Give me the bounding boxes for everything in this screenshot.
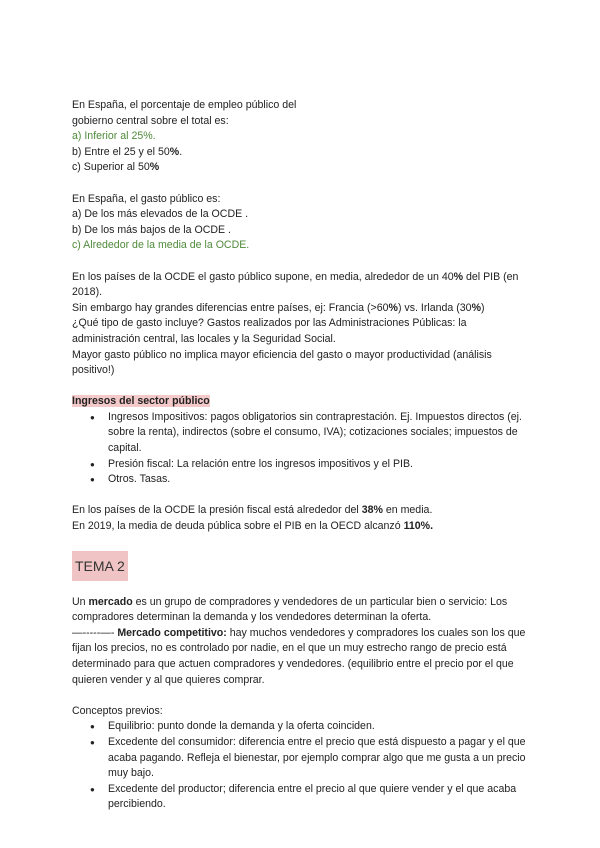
- section-title-tema: TEMA 2: [72, 551, 128, 581]
- question-line: gobierno central sobre el total es:: [72, 114, 229, 127]
- ingresos-section: [72, 394, 532, 488]
- deuda-line: [72, 519, 532, 535]
- mercado-paragraph: [72, 595, 532, 689]
- dash: —-----—-: [72, 626, 118, 639]
- mercado-definition: [72, 595, 532, 626]
- spacer: [72, 581, 532, 595]
- answer-c: [72, 160, 532, 176]
- spacer: [72, 176, 532, 192]
- term: Mercado competitivo:: [117, 626, 227, 639]
- text: Un: [72, 595, 89, 608]
- ingresos-heading-text: Ingresos del sector público: [72, 395, 210, 408]
- text: ): [480, 301, 485, 314]
- ingresos-list: [72, 410, 532, 488]
- percent: %: [453, 270, 464, 283]
- document-content: [72, 98, 532, 813]
- answer-b-text: b) Entre el 25 y el 50: [72, 145, 170, 158]
- list-item: ● Otros. Tasas.: [72, 472, 532, 488]
- presion-paragraph: [72, 503, 532, 534]
- gasto-line-diferencias: [72, 301, 532, 317]
- question-gasto-publico: [72, 192, 532, 254]
- conceptos-section: [72, 704, 532, 813]
- question-empleo-publico: [72, 98, 532, 176]
- gasto-paragraph: [72, 270, 532, 379]
- text: En los países de la OCDE la presión fiscal está alrededor del: [72, 504, 362, 517]
- spacer: [72, 688, 532, 704]
- spacer: [72, 254, 532, 270]
- text: en media.: [382, 504, 433, 517]
- list-item: ● Presión fiscal: La relación entre los ingresos impositivos y el PIB.: [72, 457, 532, 473]
- spacer: [72, 488, 532, 504]
- gasto-line-tipo: ¿Qué tipo de gasto incluye? Gastos realizados por las Administraciones Públicas: la administración central, las locales y la Seguridad Social.: [72, 317, 467, 345]
- text: En los países de la OCDE el gasto público supone, en media, alrededor de un 40: [72, 270, 454, 283]
- mercado-competitivo-definition: [72, 626, 532, 688]
- answer-b-percent: %: [169, 145, 180, 158]
- percent: %: [471, 301, 481, 314]
- spacer: [72, 379, 532, 395]
- spacer: [72, 535, 532, 551]
- text: es un grupo de compradores y vendedores de un particular bien o servicio: Los compradores determinan la demanda y los vendedores determinan la oferta.: [72, 595, 508, 624]
- answer-a-correct: a) Inferior al 25%.: [72, 130, 156, 143]
- answer-c-correct: c) Alrededor de la media de la OCDE.: [72, 239, 250, 252]
- text: En 2019, la media de deuda pública sobre el PIB en la OECD alcanzó: [72, 520, 404, 533]
- gasto-line-eficiencia: Mayor gasto público no implica mayor eficiencia del gasto o mayor productividad (análisis positivo!): [72, 348, 492, 377]
- answer-c-percent: %: [149, 161, 160, 174]
- text: ) vs. Irlanda (30: [397, 301, 472, 314]
- conceptos-heading: Conceptos previos:: [72, 704, 163, 717]
- answer-c-text: c) Superior al 50: [72, 161, 150, 174]
- answer-b: [72, 145, 532, 161]
- question-line: En España, el gasto público es:: [72, 192, 221, 205]
- conceptos-list: [72, 719, 532, 813]
- percent: %: [388, 301, 398, 314]
- presion-line: [72, 503, 532, 519]
- text: hay muchos vendedores y compradores los cuales son los que fijan los precios, no es controlado por nadie, en el que un muy estrecho rango de precio está determinado para que actuen compradores y vendedores. (equilibrio entre el precio por el que quieren vender y al que quieres comprar.: [72, 626, 526, 686]
- text: Sin embargo hay grandes diferencias entre países, ej: Francia (>60: [72, 301, 389, 314]
- answer-b-end: .: [179, 145, 183, 158]
- list-item: ● Excedente del consumidor: diferencia entre el precio que está dispuesto a pagar y el que acaba pagando. Refleja el bienestar, por ejemplo comprar algo que me gusta a un precio muy bajo.: [72, 735, 532, 782]
- term: mercado: [88, 595, 133, 608]
- percent: 38%: [361, 504, 383, 517]
- percent: 110%.: [403, 520, 434, 533]
- answer-a: a) De los más elevados de la OCDE .: [72, 208, 249, 221]
- text: del PIB (en 2018).: [72, 270, 519, 299]
- list-item: ● Excedente del productor; diferencia entre el precio al que quiere vender y el que acaba percibiendo.: [72, 782, 532, 813]
- gasto-line-ocde: [72, 270, 532, 301]
- list-item: ● Equilibrio: punto donde la demanda y la oferta coinciden.: [72, 719, 532, 735]
- list-item: ● Ingresos Impositivos: pagos obligatorios sin contraprestación. Ej. Impuestos directos (ej. sobre la renta), indirectos (sobre el consumo, IVA); cotizaciones sociales; impuestos de capital.: [72, 410, 532, 457]
- answer-b: b) De los más bajos de la OCDE .: [72, 223, 231, 236]
- question-line: En España, el porcentaje de empleo público del: [72, 99, 297, 111]
- ingresos-heading: [72, 394, 532, 410]
